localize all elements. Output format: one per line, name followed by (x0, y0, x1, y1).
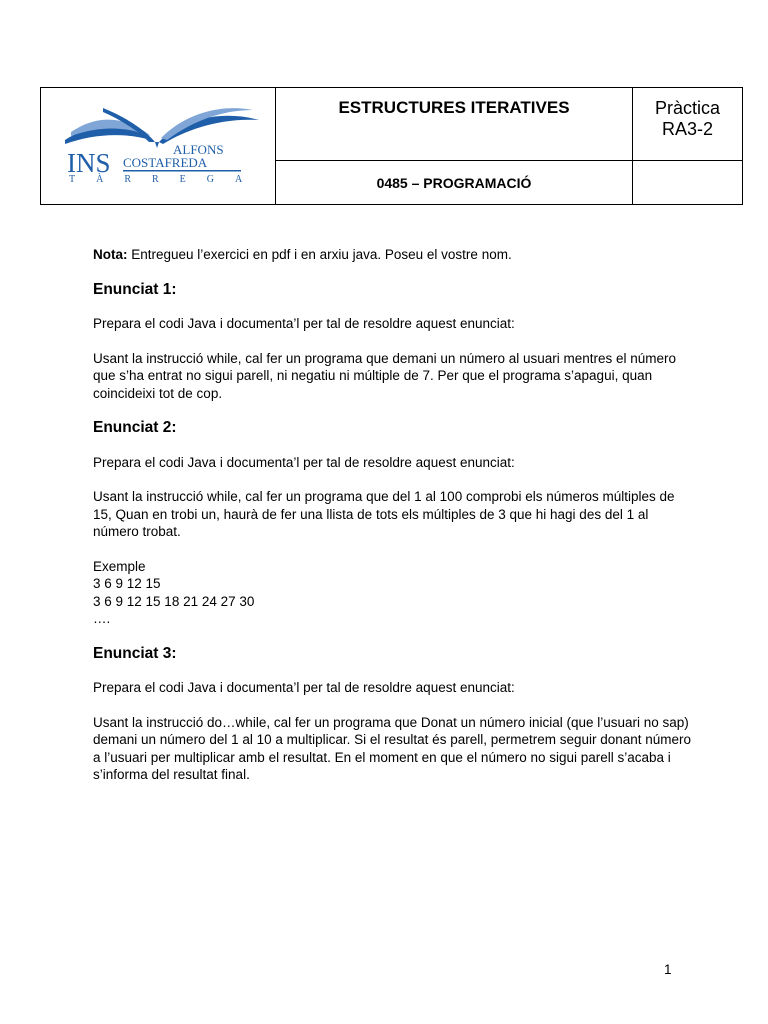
note-label: Nota: (93, 247, 128, 262)
header-table (40, 87, 743, 205)
example-line: 3 6 9 12 15 (93, 576, 161, 591)
exercise-3-body: Usant la instrucció do…while, cal fer un programa que Donat un número inicial (que l’usuari no sap) demani un número del 1 al 10 a multiplicar. Si el resultat és parell, permetrem seguir donant número a l’usuari per multiplicar amb el resultat. En el moment en que el número no sigui parell s’acaba i s’informa del resultat final. (93, 714, 692, 782)
exercise-1-intro: Prepara el codi Java i documenta’l per tal de resoldre aquest enunciat: (93, 316, 515, 331)
svg-text:TÀRREGA: TÀRREGA (69, 174, 263, 185)
page-number: 1 (664, 962, 672, 977)
exercise-3-heading: Enunciat 3: (93, 644, 177, 662)
logo-cell (41, 88, 276, 205)
school-logo (63, 102, 263, 192)
exercise-2-example (93, 558, 693, 628)
practice-word: Pràctica (654, 98, 721, 118)
document-body (93, 246, 693, 801)
example-line: 3 6 9 12 15 18 21 24 27 30 (93, 593, 255, 609)
exercise-1-body: Usant la instrucció while, cal fer un programa que demani un número al usuari mentres el número que s’ha entrat no sigui parell, ni negatiu ni múltiple de 7. Per que el programa s’apagui, quan coincideixi tot de cop. (93, 350, 677, 401)
svg-text:INS: INS (67, 148, 111, 178)
subject-code: 0485 – PROGRAMACIÓ (276, 161, 633, 205)
example-label: Exemple (93, 558, 146, 574)
empty-cell (633, 161, 743, 205)
note-text: Entregueu l’exercici en pdf i en arxiu java. Poseu el vostre nom. (127, 247, 512, 262)
document-title: ESTRUCTURES ITERATIVES (276, 88, 633, 161)
practice-code: RA3-2 (661, 119, 714, 139)
svg-text:COSTAFREDA: COSTAFREDA (123, 155, 208, 170)
exercise-2-intro: Prepara el codi Java i documenta’l per tal de resoldre aquest enunciat: (93, 454, 515, 470)
exercise-2-heading: Enunciat 2: (93, 419, 177, 436)
exercise-3-intro: Prepara el codi Java i documenta’l per tal de resoldre aquest enunciat: (93, 680, 515, 695)
svg-text:ALFONS: ALFONS (173, 142, 224, 157)
exercise-1-heading: Enunciat 1: (93, 280, 177, 298)
exercise-2-body: Usant la instrucció while, cal fer un programa que del 1 al 100 comprobi els números múltiples de 15, Quan en trobi un, haurà de fer una llista de tots els múltiples de 3 que hi hagi des del 1 al número trobat. (93, 489, 675, 539)
example-line: …. (93, 611, 111, 626)
practice-label (633, 88, 743, 161)
note (93, 246, 693, 264)
